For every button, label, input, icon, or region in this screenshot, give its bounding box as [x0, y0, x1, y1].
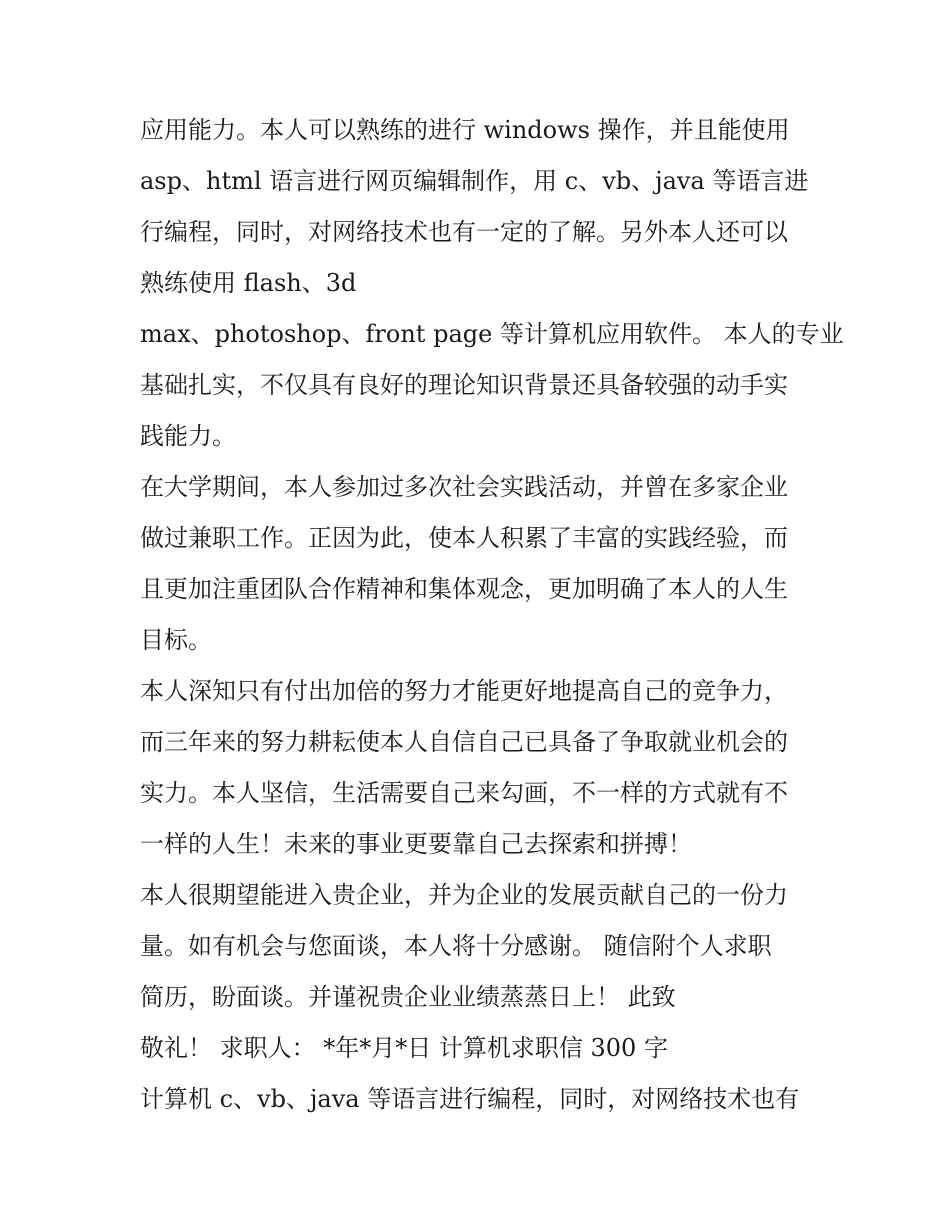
text-line: 在大学期间，本人参加过多次社会实践活动，并曾在多家企业 [140, 473, 788, 501]
text-line: 而三年来的努力耕耘使本人自信自己已具备了争取就业机会的 [140, 728, 788, 756]
text-line: 本人深知只有付出加倍的努力才能更好地提高自己的竞争力， [140, 677, 788, 705]
text-line: 做过兼职工作。正因为此，使本人积累了丰富的实践经验，而 [140, 524, 788, 552]
text-line: 本人很期望能进入贵企业，并为企业的发展贡献自己的一份力 [140, 881, 788, 909]
text-line: 行编程，同时，对网络技术也有一定的了解。另外本人还可以 [140, 218, 788, 246]
text-line: 应用能力。本人可以熟练的进行 windows 操作，并且能使用 [140, 116, 790, 144]
text-line: asp、html 语言进行网页编辑制作，用 c、vb、java 等语言进 [140, 167, 809, 195]
text-line: 敬礼！ 求职人： *年*月*日 计算机求职信 300 字 [140, 1034, 668, 1062]
text-line: 目标。 [140, 626, 212, 654]
text-line: 量。如有机会与您面谈，本人将十分感谢。 随信附个人求职 [140, 932, 772, 960]
letter-body [140, 107, 844, 1127]
text-line: 实力。本人坚信，生活需要自己来勾画，不一样的方式就有不 [140, 779, 788, 807]
text-line: 计算机 c、vb、java 等语言进行编程，同时，对网络技术也有 [140, 1085, 800, 1113]
text-line: 熟练使用 flash、3d [140, 269, 357, 297]
text-line: max、photoshop、front page 等计算机应用软件。 本人的专业 [140, 320, 844, 348]
text-line: 一样的人生！未来的事业更要靠自己去探索和拼搏！ [140, 830, 692, 858]
text-line: 基础扎实，不仅具有良好的理论知识背景还具备较强的动手实 [140, 371, 788, 399]
text-line: 简历，盼面谈。并谨祝贵企业业绩蒸蒸日上！ 此致 [140, 983, 676, 1011]
text-line: 践能力。 [140, 422, 236, 450]
text-line: 且更加注重团队合作精神和集体观念，更加明确了本人的人生 [140, 575, 788, 603]
